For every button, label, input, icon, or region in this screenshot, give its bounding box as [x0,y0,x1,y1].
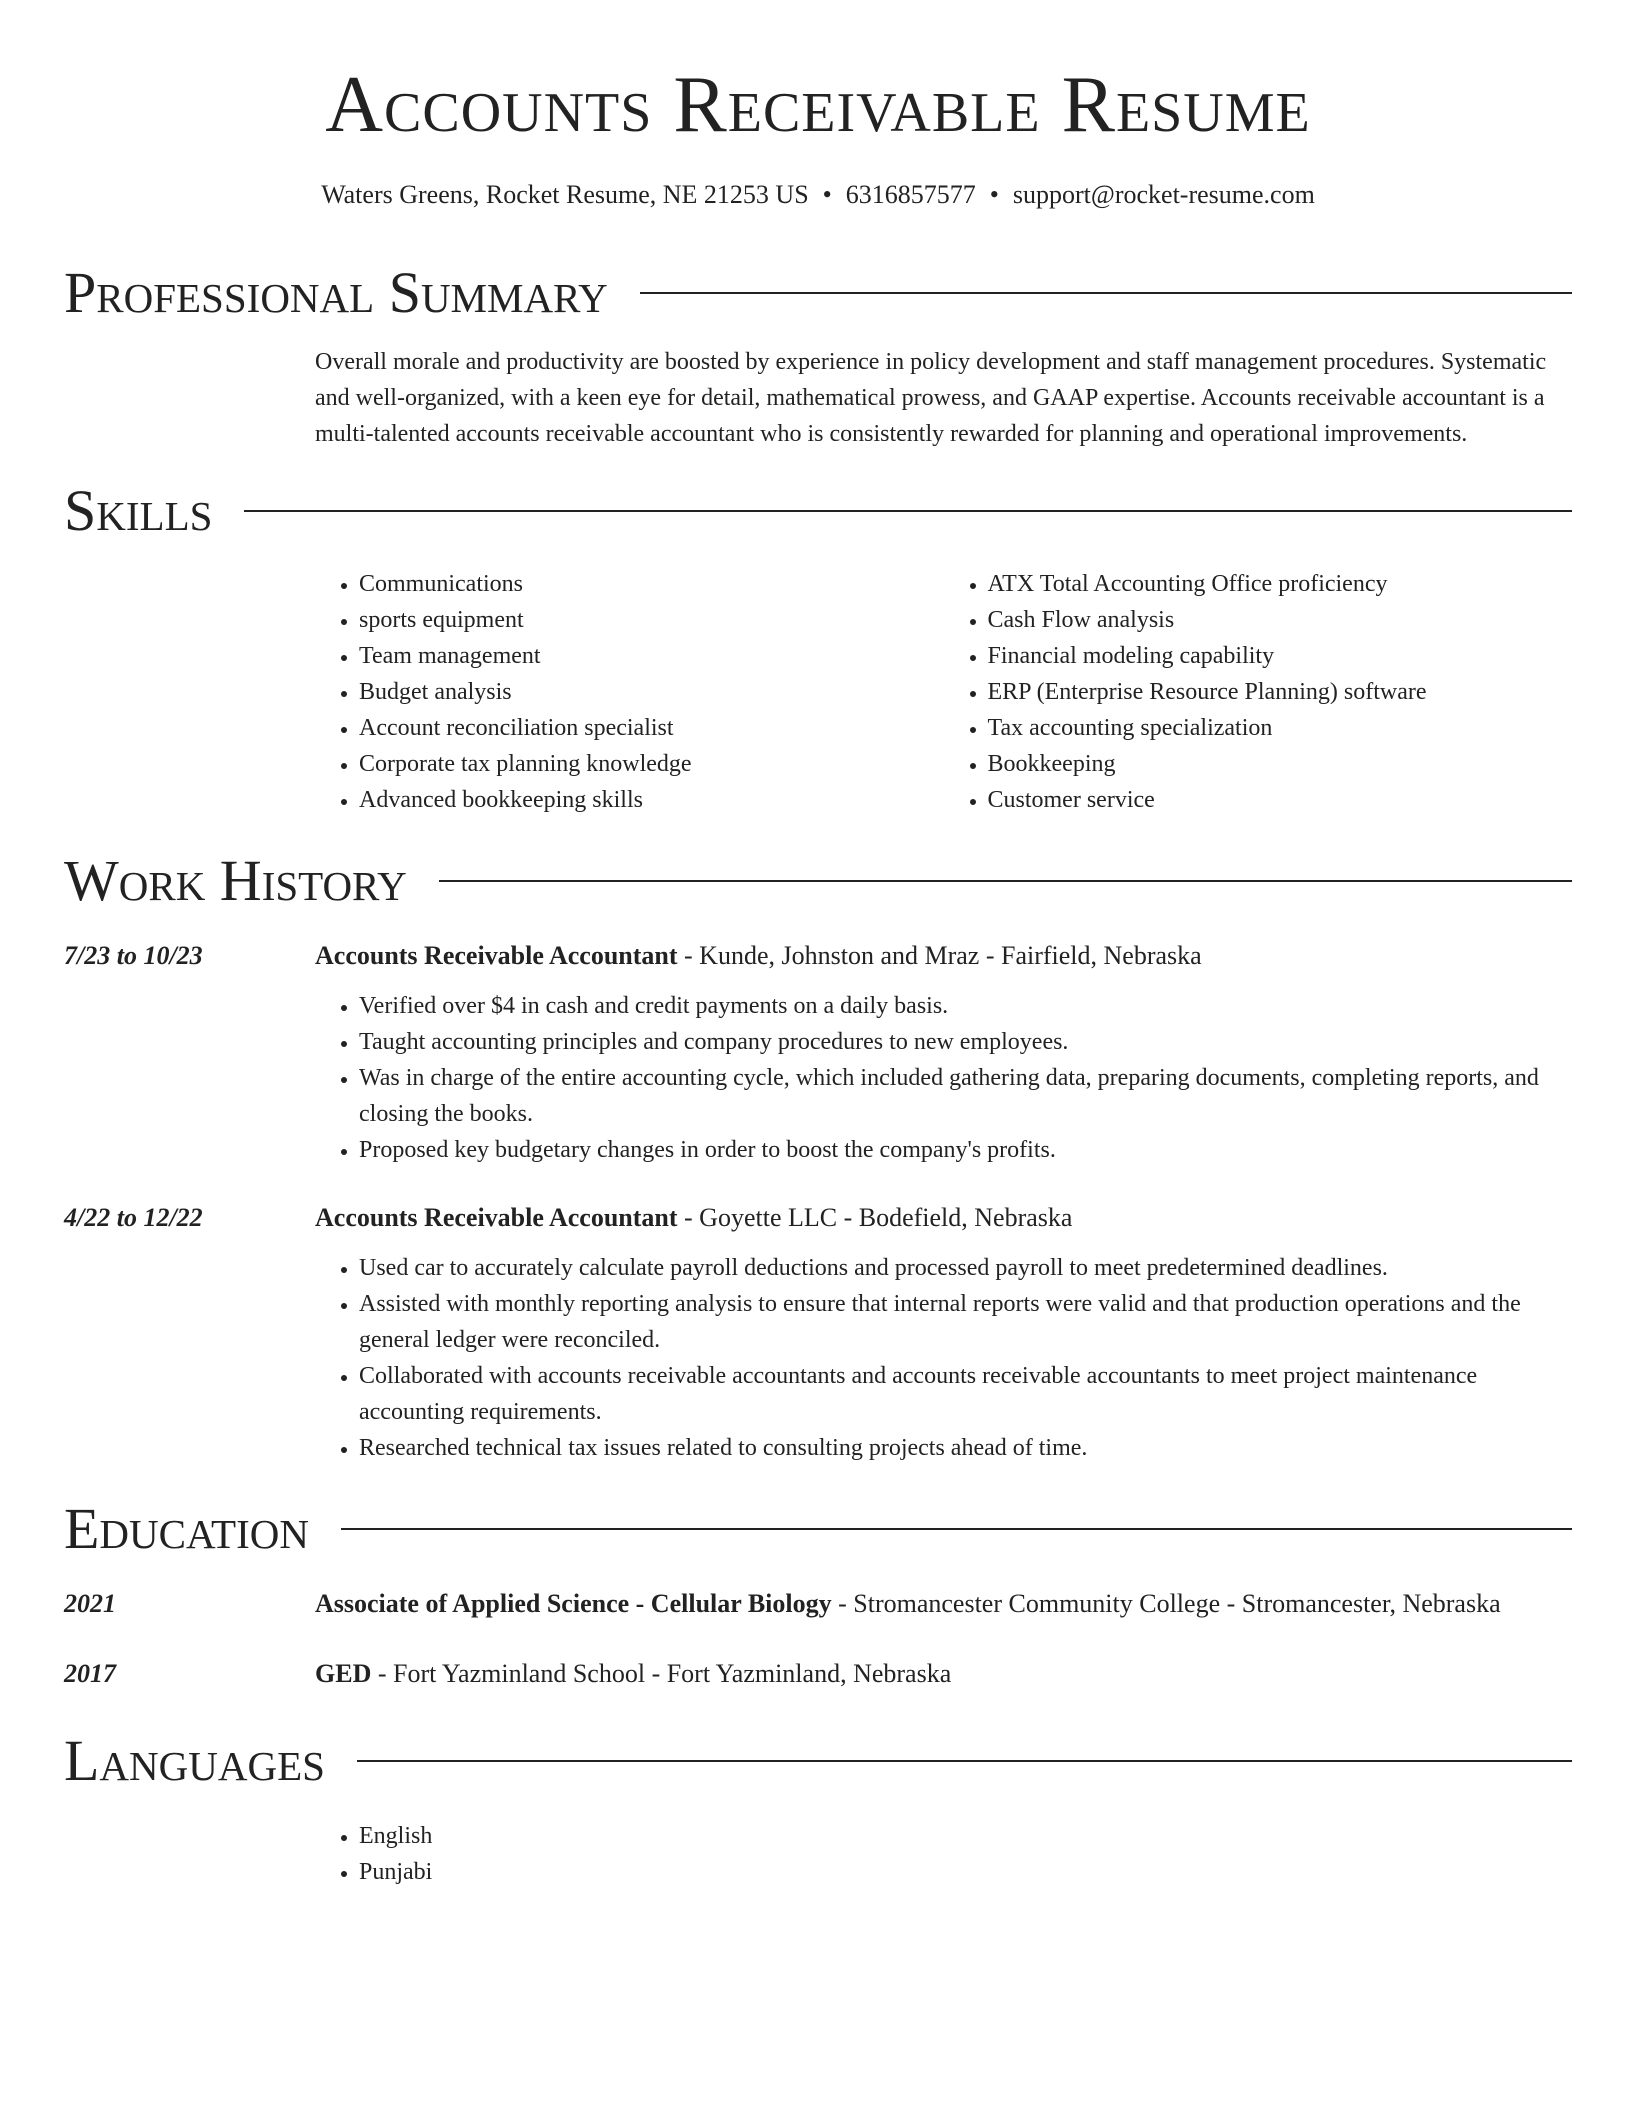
summary-section-header [64,258,1572,328]
language-item: • English [359,1818,1572,1854]
education-heading-line [315,1656,951,1692]
languages-list [315,1818,1572,1890]
section-divider [244,510,1572,512]
skills-section-header [64,476,1572,546]
language-item: • Punjabi [359,1854,1572,1890]
job-company: - Goyette LLC - Bodefield, Nebraska [677,1203,1073,1232]
skill-item: • Team management [359,638,944,674]
section-divider [357,1760,1572,1762]
section-divider [341,1528,1572,1530]
skill-item: • ATX Total Accounting Office proficiency [988,566,1573,602]
education-section-header [64,1494,1572,1564]
summary-heading: Professional Summary [64,260,608,325]
education-year: 2021 [64,1589,116,1618]
job-bullet: • Researched technical tax issues related to consulting projects ahead of time. [359,1430,1572,1466]
education-school: - Stromancester Community College - Stromancester, Nebraska [831,1589,1501,1618]
skill-item: • sports equipment [359,602,944,638]
skill-item: • Customer service [988,782,1573,818]
contact-line [64,178,1572,212]
job-company: - Kunde, Johnston and Mraz - Fairfield, Nebraska [677,941,1202,970]
section-divider [439,880,1572,882]
skill-item: • Financial modeling capability [988,638,1573,674]
skill-item: • Cash Flow analysis [988,602,1573,638]
skills-left-column [315,566,944,818]
summary-text: Overall morale and productivity are boosted by experience in policy development and staff management procedures. Systematic and well-organized, with a keen eye for detail, mathematical prowess, and GAAP expertise. Accounts receivable accountant is a multi-talented accounts receivable accountant who is consistently rewarded for planning and operational improvements. [315,349,1547,447]
skill-item: • ERP (Enterprise Resource Planning) software [988,674,1573,710]
skill-item: • Bookkeeping [988,746,1573,782]
education-year: 2017 [64,1659,116,1688]
education-degree: Associate of Applied Science - Cellular Biology [315,1589,832,1618]
contact-phone: 6316857577 [845,180,976,209]
languages-heading: Languages [64,1728,325,1793]
skills-list [315,566,1572,818]
job-heading [315,1200,1572,1236]
job-bullet: • Taught accounting principles and company procedures to new employees. [359,1024,1572,1060]
skill-item: • Budget analysis [359,674,944,710]
skill-item: • Tax accounting specialization [988,710,1573,746]
education-degree: GED [315,1659,372,1688]
skills-right-column [944,566,1573,818]
education-school: - Fort Yazminland School - Fort Yazminland, Nebraska [371,1659,952,1688]
skill-item: • Account reconciliation specialist [359,710,944,746]
job-title: Accounts Receivable Accountant [315,1203,678,1232]
contact-email: support@rocket-resume.com [1012,180,1315,209]
job-dates: 4/22 to 12/22 [64,1203,203,1232]
job-bullet: • Was in charge of the entire accounting cycle, which included gathering data, preparing documents, completing reports, and closing the books. [359,1060,1572,1132]
job-bullet: • Assisted with monthly reporting analysis to ensure that internal reports were valid and that production operations and the general ledger were reconciled. [359,1286,1572,1358]
section-divider [640,292,1572,294]
job-entry [64,938,1572,1168]
job-entry [64,1200,1572,1466]
education-entry [64,1656,1572,1692]
education-heading-line [315,1586,1501,1622]
education-entry [64,1586,1572,1622]
job-bullet: • Used car to accurately calculate payroll deductions and processed payroll to meet predetermined deadlines. [359,1250,1572,1286]
contact-separator: • [989,180,999,209]
job-dates: 7/23 to 10/23 [64,941,203,970]
job-bullet: • Proposed key budgetary changes in order to boost the company's profits. [359,1132,1572,1168]
job-bullet: • Verified over $4 in cash and credit payments on a daily basis. [359,988,1572,1024]
languages-section-header [64,1726,1572,1796]
work-heading: Work History [64,848,407,913]
job-title: Accounts Receivable Accountant [315,941,678,970]
skill-item: • Corporate tax planning knowledge [359,746,944,782]
contact-separator: • [822,180,832,209]
contact-address: Waters Greens, Rocket Resume, NE 21253 US [321,180,809,209]
job-bullets [315,988,1572,1168]
resume-title: Accounts Receivable Resume [325,61,1311,149]
job-heading [315,938,1572,974]
job-bullet: • Collaborated with accounts receivable accountants and accounts receivable accountants to meet project maintenance accounting requirements. [359,1358,1572,1430]
work-section-header [64,846,1572,916]
education-heading: Education [64,1496,309,1561]
skill-item: • Advanced bookkeeping skills [359,782,944,818]
job-bullets [315,1250,1572,1466]
skill-item: • Communications [359,566,944,602]
skills-heading: Skills [64,478,213,543]
resume-page [64,0,1572,1890]
